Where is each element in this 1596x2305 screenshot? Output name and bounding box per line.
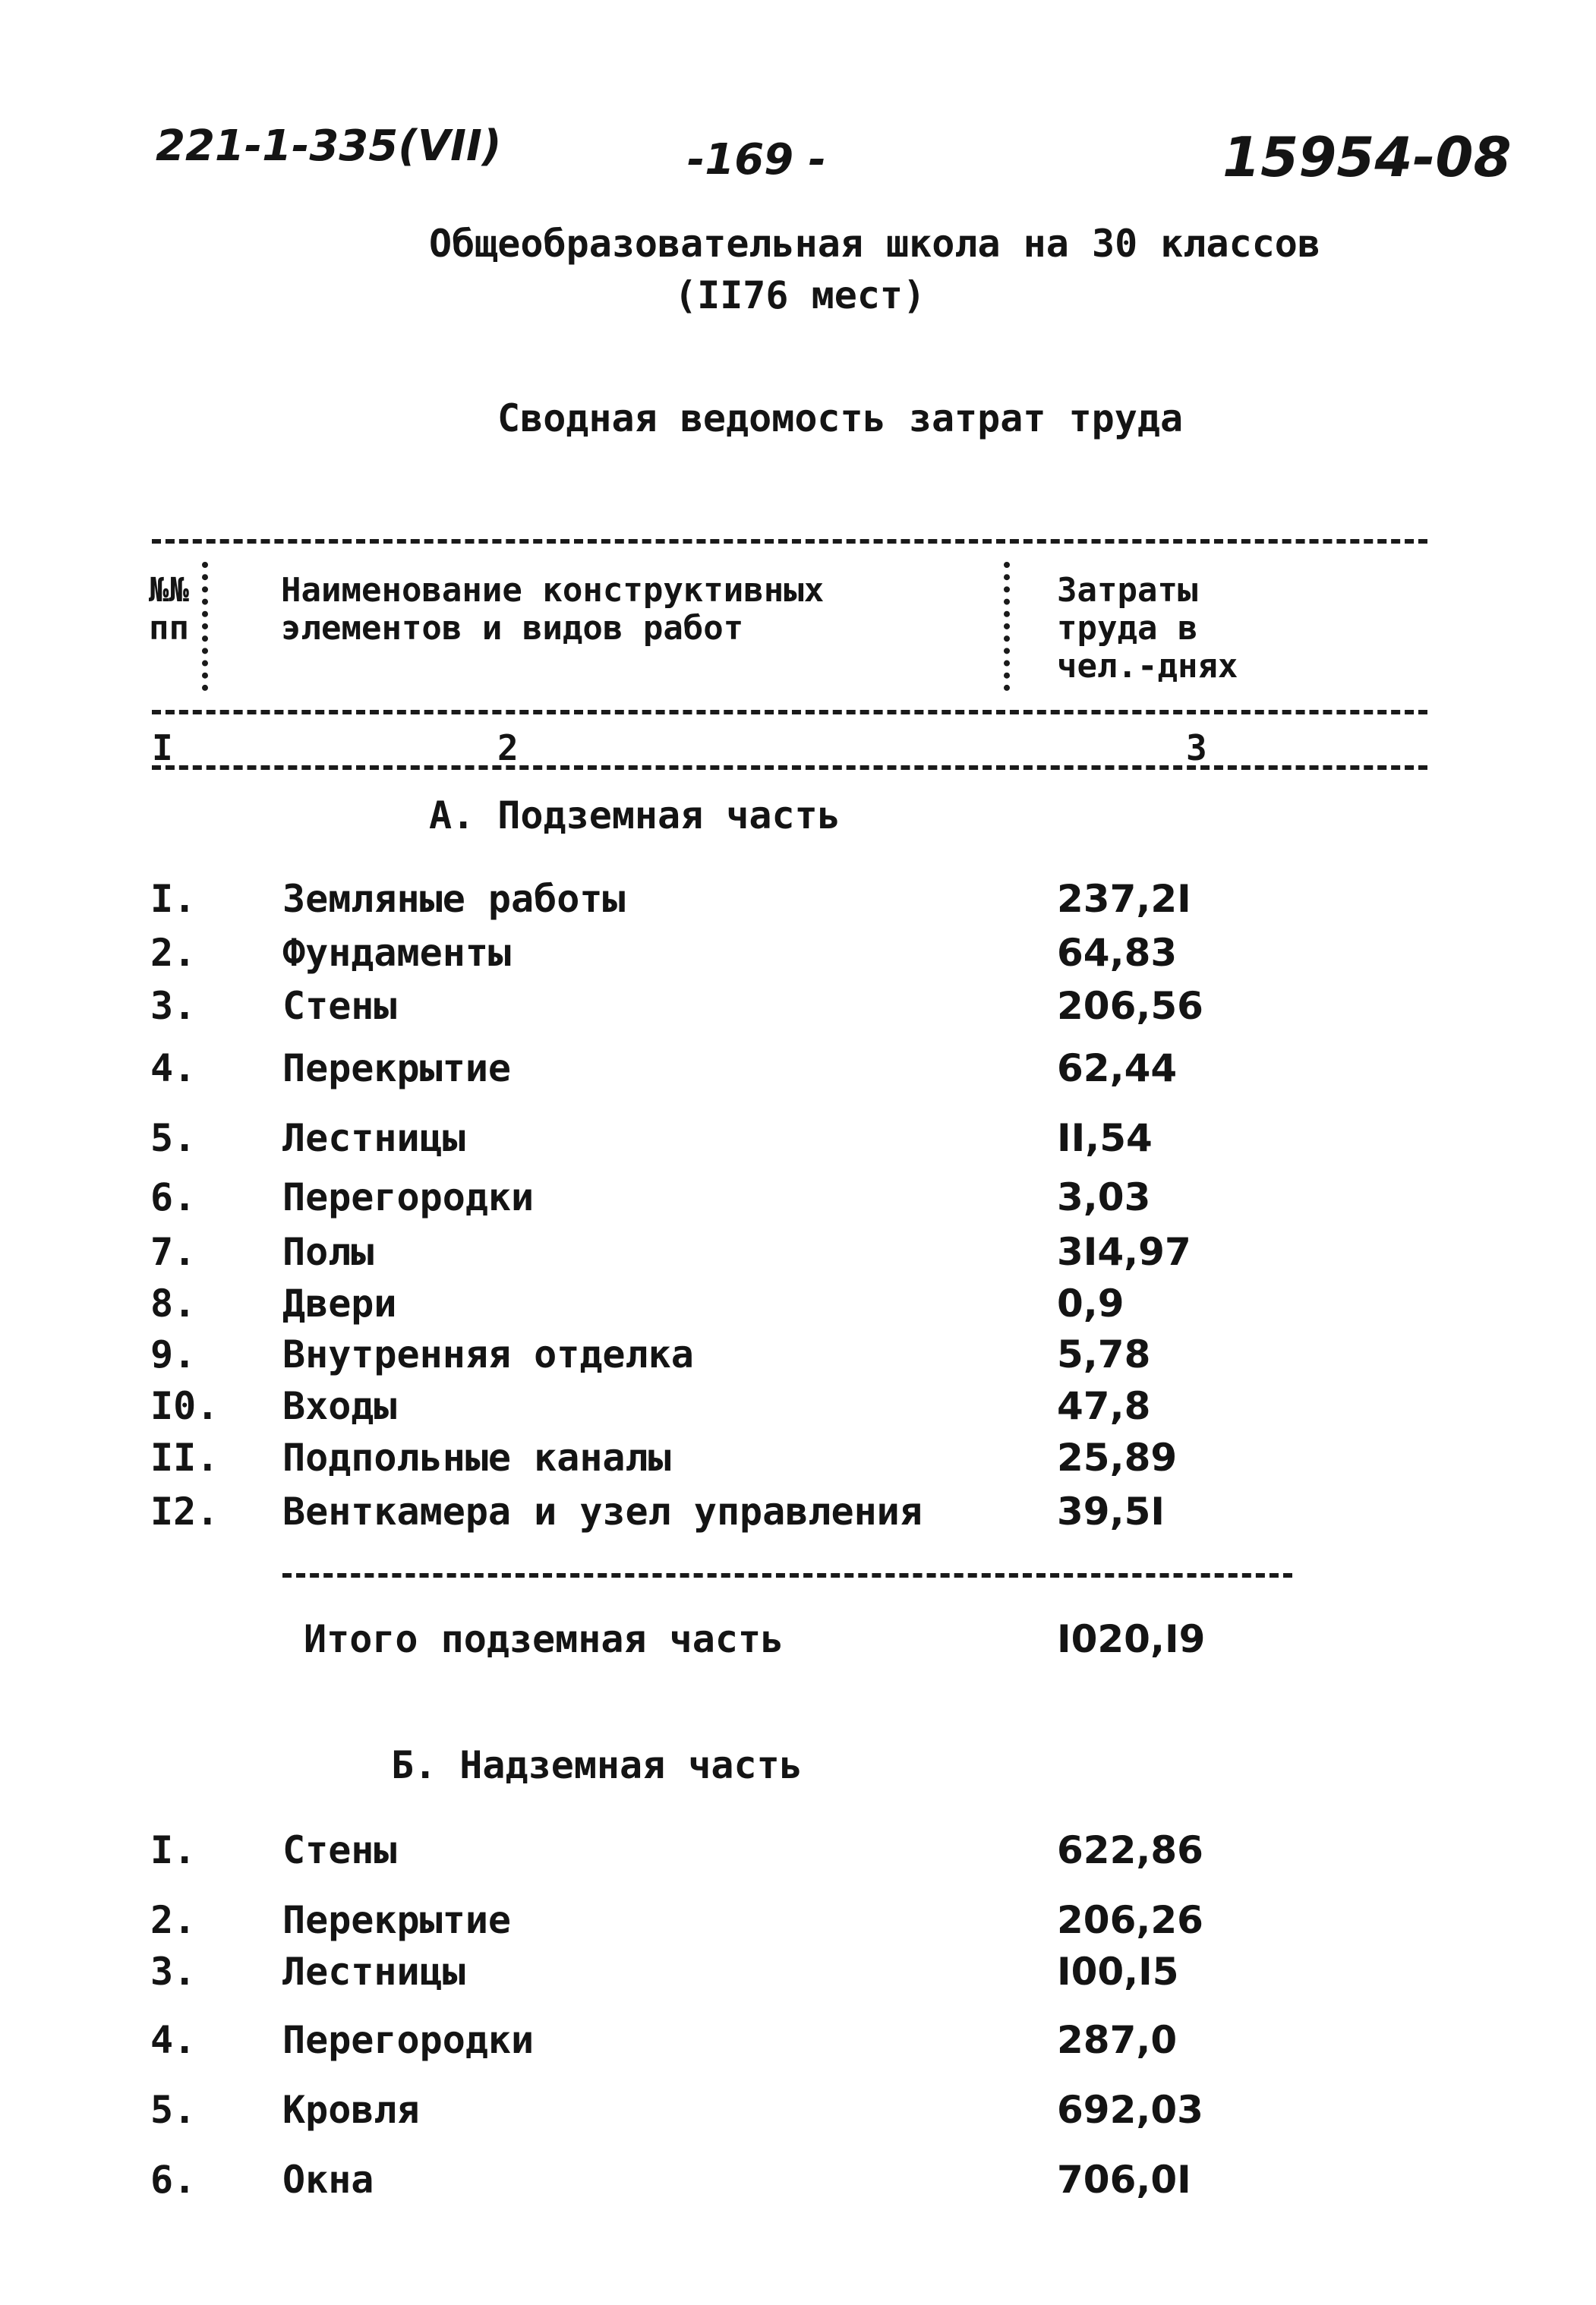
col1-header-line1: №№: [149, 571, 189, 610]
table-row: [0, 984, 1596, 1030]
row-number: 8.: [150, 1282, 197, 1326]
table-row: [0, 1898, 1596, 1944]
page-number: -169 -: [687, 135, 826, 184]
row-name: Перекрытие: [282, 1046, 512, 1090]
table-row: [0, 2158, 1596, 2203]
document-code-right: 15954-08: [1222, 125, 1512, 189]
sheet-heading: Сводная ведомость затрат труда: [497, 396, 1184, 440]
col2-separator: [1004, 562, 1010, 691]
section-a-title: А. Подземная часть: [429, 793, 841, 837]
row-value: 39,5I: [1057, 1490, 1165, 1534]
table-row: [0, 1046, 1596, 1092]
row-name: Перегородки: [282, 1175, 535, 1219]
row-value: 47,8: [1057, 1384, 1151, 1428]
row-value: 5,78: [1057, 1332, 1151, 1376]
col2-header-line2: элементов и видов работ: [281, 609, 744, 648]
row-name: Земляные работы: [282, 877, 626, 921]
row-number: 2.: [150, 1898, 197, 1942]
row-number: 7.: [150, 1230, 197, 1274]
section-a-total-value: I020,I9: [1057, 1617, 1206, 1661]
row-value: 3,03: [1057, 1175, 1151, 1219]
table-row: [0, 1950, 1596, 1995]
row-number: 4.: [150, 2018, 197, 2062]
row-name: Стены: [282, 984, 397, 1028]
col3-header-line3: чел.-днях: [1057, 647, 1238, 686]
row-number: I2.: [150, 1490, 219, 1534]
row-name: Подпольные каналы: [282, 1436, 671, 1480]
header-mid-rule: [152, 710, 1427, 714]
row-value: 237,2I: [1057, 877, 1191, 921]
row-name: Входы: [282, 1384, 397, 1428]
subtotal-rule: [282, 1573, 1292, 1578]
col3-header-line2: труда в: [1057, 609, 1198, 648]
table-row: [0, 1436, 1596, 1481]
table-row: [0, 877, 1596, 922]
col1-number: I: [152, 727, 173, 768]
row-number: I.: [150, 1828, 197, 1872]
row-name: Перекрытие: [282, 1898, 512, 1942]
col2-header-line1: Наименование конструктивных: [281, 571, 825, 610]
table-row: [0, 1332, 1596, 1378]
row-number: I.: [150, 877, 197, 921]
row-value: 3I4,97: [1057, 1230, 1191, 1274]
table-row: [0, 1384, 1596, 1430]
row-value: 25,89: [1057, 1436, 1178, 1480]
row-number: II.: [150, 1436, 219, 1480]
row-name: Лестницы: [282, 1950, 465, 1994]
row-name: Фундаменты: [282, 931, 512, 975]
row-value: 706,0I: [1057, 2158, 1191, 2202]
col1-separator: [202, 562, 208, 691]
document-code-left: 221-1-335(VII): [156, 121, 502, 171]
table-row: [0, 2088, 1596, 2133]
row-name: Окна: [282, 2158, 374, 2202]
row-value: 206,26: [1057, 1898, 1203, 1942]
section-a-total-label: Итого подземная часть: [304, 1617, 784, 1661]
row-number: 4.: [150, 1046, 197, 1090]
col3-header-line1: Затраты: [1057, 571, 1198, 610]
row-number: I0.: [150, 1384, 219, 1428]
row-value: 622,86: [1057, 1828, 1203, 1872]
row-value: II,54: [1057, 1116, 1153, 1160]
row-name: Стены: [282, 1828, 397, 1872]
table-row: [0, 1490, 1596, 1535]
row-number: 5.: [150, 1116, 197, 1160]
row-name: Венткамера и узел управления: [282, 1490, 923, 1534]
document-title: Общеобразовательная школа на 30 классов: [429, 222, 1320, 266]
row-number: 6.: [150, 1175, 197, 1219]
row-value: 692,03: [1057, 2088, 1203, 2132]
row-value: 206,56: [1057, 984, 1203, 1028]
row-number: 5.: [150, 2088, 197, 2132]
row-name: Лестницы: [282, 1116, 465, 1160]
row-value: I00,I5: [1057, 1950, 1179, 1994]
header-top-rule: [152, 539, 1427, 544]
row-number: 6.: [150, 2158, 197, 2202]
document-subtitle: (II76 мест): [674, 273, 926, 317]
table-row: [0, 1230, 1596, 1275]
row-number: 9.: [150, 1332, 197, 1376]
col3-number: 3: [1186, 727, 1207, 768]
row-value: 0,9: [1057, 1282, 1124, 1326]
row-value: 62,44: [1057, 1046, 1178, 1090]
row-name: Кровля: [282, 2088, 420, 2132]
table-row: [0, 1175, 1596, 1221]
section-b-title: Б. Надземная часть: [391, 1743, 803, 1787]
table-row: [0, 1828, 1596, 1874]
row-name: Внутренняя отделка: [282, 1332, 694, 1376]
row-name: Перегородки: [282, 2018, 535, 2062]
row-name: Двери: [282, 1282, 397, 1326]
col2-number: 2: [497, 727, 519, 768]
row-number: 2.: [150, 931, 197, 975]
row-number: 3.: [150, 984, 197, 1028]
row-value: 64,83: [1057, 931, 1178, 975]
table-row: [0, 1116, 1596, 1162]
row-name: Полы: [282, 1230, 374, 1274]
table-row: [0, 2018, 1596, 2064]
row-number: 3.: [150, 1950, 197, 1994]
table-row: [0, 1282, 1596, 1327]
row-value: 287,0: [1057, 2018, 1178, 2062]
header-bottom-rule: [152, 765, 1427, 770]
table-row: [0, 931, 1596, 976]
col1-header-line2: пп: [149, 609, 189, 648]
